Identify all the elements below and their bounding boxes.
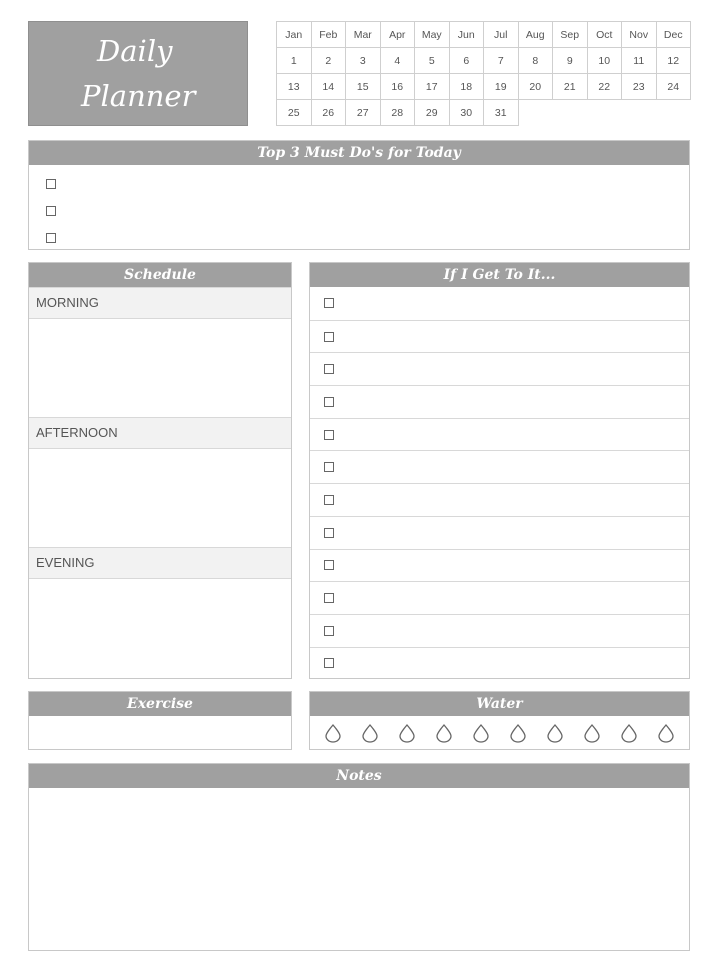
list-item[interactable] (310, 287, 689, 320)
calendar-day-cell[interactable]: 10 (587, 48, 622, 74)
calendar-month-cell[interactable]: Jul (484, 22, 519, 48)
if-i-get-to-it-header: If I Get To It... (310, 263, 689, 287)
water-drop-icon[interactable] (657, 723, 675, 743)
water-drop-icon[interactable] (509, 723, 527, 743)
water-drop-icon[interactable] (620, 723, 638, 743)
list-item[interactable] (310, 418, 689, 451)
schedule-slot-morning: MORNING (29, 287, 291, 319)
top3-list (29, 165, 689, 251)
calendar-day-cell[interactable]: 18 (449, 74, 484, 100)
calendar-month-cell[interactable]: Apr (380, 22, 415, 48)
exercise-panel (28, 691, 292, 750)
calendar-day-cell[interactable]: 15 (346, 74, 381, 100)
water-header: Water (310, 692, 689, 716)
calendar-day-cell[interactable]: 8 (518, 48, 553, 74)
calendar-day-cell[interactable]: 4 (380, 48, 415, 74)
schedule-header: Schedule (29, 263, 291, 287)
top3-panel (28, 140, 690, 250)
calendar-day-cell[interactable]: 30 (449, 100, 484, 126)
calendar-day-cell[interactable]: 28 (380, 100, 415, 126)
calendar-month-cell[interactable]: Aug (518, 22, 553, 48)
calendar-month-cell[interactable]: Sep (553, 22, 588, 48)
calendar-day-cell[interactable]: 25 (277, 100, 312, 126)
calendar-day-cell[interactable]: 29 (415, 100, 450, 126)
calendar-day-cell[interactable]: 21 (553, 74, 588, 100)
calendar-month-cell[interactable]: Dec (656, 22, 691, 48)
calendar-empty-cell (518, 100, 553, 126)
water-drop-icon[interactable] (583, 723, 601, 743)
morning-notes-area[interactable] (29, 319, 291, 417)
water-drop-icon[interactable] (435, 723, 453, 743)
list-item[interactable] (310, 614, 689, 647)
calendar-day-cell[interactable]: 24 (656, 74, 691, 100)
checkbox-icon[interactable] (324, 298, 334, 308)
if-i-get-to-it-list (310, 287, 689, 679)
exercise-input-area[interactable] (29, 716, 291, 749)
checkbox-icon[interactable] (46, 179, 56, 189)
checkbox-icon[interactable] (324, 593, 334, 603)
calendar-day-cell[interactable]: 5 (415, 48, 450, 74)
water-drop-icon[interactable] (546, 723, 564, 743)
top3-item[interactable] (29, 170, 689, 197)
calendar-month-cell[interactable]: Nov (622, 22, 657, 48)
checkbox-icon[interactable] (324, 658, 334, 668)
top3-header: Top 3 Must Do's for Today (29, 141, 689, 165)
list-item[interactable] (310, 581, 689, 614)
calendar-day-cell[interactable]: 20 (518, 74, 553, 100)
calendar-day-cell[interactable]: 26 (311, 100, 346, 126)
calendar-month-cell[interactable]: Jan (277, 22, 312, 48)
if-i-get-to-it-panel (309, 262, 690, 679)
list-item[interactable] (310, 647, 689, 680)
water-drop-icon[interactable] (398, 723, 416, 743)
water-drop-icon[interactable] (472, 723, 490, 743)
calendar-day-cell[interactable]: 12 (656, 48, 691, 74)
checkbox-icon[interactable] (324, 626, 334, 636)
calendar-day-cell[interactable]: 3 (346, 48, 381, 74)
calendar-empty-cell (553, 100, 588, 126)
water-tracker (310, 716, 689, 750)
calendar-empty-cell (622, 100, 657, 126)
list-item[interactable] (310, 549, 689, 582)
calendar-day-cell[interactable]: 19 (484, 74, 519, 100)
calendar-days-row (277, 74, 691, 100)
notes-area[interactable] (29, 788, 689, 951)
list-item[interactable] (310, 450, 689, 483)
checkbox-icon[interactable] (324, 528, 334, 538)
afternoon-notes-area[interactable] (29, 449, 291, 547)
calendar-day-cell[interactable]: 17 (415, 74, 450, 100)
notes-header: Notes (29, 764, 689, 788)
calendar-day-cell[interactable]: 27 (346, 100, 381, 126)
water-drop-icon[interactable] (324, 723, 342, 743)
title-line-planner: Planner (81, 78, 196, 113)
checkbox-icon[interactable] (324, 430, 334, 440)
water-drop-icon[interactable] (361, 723, 379, 743)
calendar-month-cell[interactable]: Feb (311, 22, 346, 48)
calendar-day-cell[interactable]: 6 (449, 48, 484, 74)
calendar-days-row (277, 48, 691, 74)
calendar-day-cell[interactable]: 23 (622, 74, 657, 100)
calendar-day-cell[interactable]: 22 (587, 74, 622, 100)
calendar-day-cell[interactable]: 31 (484, 100, 519, 126)
calendar-day-cell[interactable]: 14 (311, 74, 346, 100)
list-item[interactable] (310, 516, 689, 549)
checkbox-icon[interactable] (324, 397, 334, 407)
list-item[interactable] (310, 483, 689, 516)
checkbox-icon[interactable] (46, 233, 56, 243)
water-panel (309, 691, 690, 750)
planner-title (28, 21, 248, 126)
calendar-empty-cell (587, 100, 622, 126)
checkbox-icon[interactable] (324, 364, 334, 374)
top3-item[interactable] (29, 197, 689, 224)
checkbox-icon[interactable] (46, 206, 56, 216)
calendar-days-row (277, 100, 691, 126)
schedule-panel (28, 262, 292, 679)
calendar-day-cell[interactable]: 2 (311, 48, 346, 74)
schedule-slot-afternoon: AFTERNOON (29, 417, 291, 449)
checkbox-icon[interactable] (324, 462, 334, 472)
calendar-month-cell[interactable]: Oct (587, 22, 622, 48)
list-item[interactable] (310, 385, 689, 418)
schedule-slot-evening: EVENING (29, 547, 291, 579)
checkbox-icon[interactable] (324, 332, 334, 342)
calendar-empty-cell (656, 100, 691, 126)
title-line-daily: Daily (97, 33, 173, 68)
calendar-day-cell[interactable]: 9 (553, 48, 588, 74)
month-day-calendar (276, 21, 691, 126)
notes-panel (28, 763, 690, 951)
calendar-day-cell[interactable]: 13 (277, 74, 312, 100)
calendar-month-cell[interactable]: Mar (346, 22, 381, 48)
calendar-day-cell[interactable]: 16 (380, 74, 415, 100)
list-item[interactable] (310, 320, 689, 353)
checkbox-icon[interactable] (324, 495, 334, 505)
top3-item[interactable] (29, 224, 689, 251)
calendar-month-cell[interactable]: May (415, 22, 450, 48)
calendar-month-cell[interactable]: Jun (449, 22, 484, 48)
calendar-months-row (277, 22, 691, 48)
calendar-day-cell[interactable]: 7 (484, 48, 519, 74)
exercise-header: Exercise (29, 692, 291, 716)
list-item[interactable] (310, 352, 689, 385)
calendar-day-cell[interactable]: 11 (622, 48, 657, 74)
evening-notes-area[interactable] (29, 579, 291, 678)
checkbox-icon[interactable] (324, 560, 334, 570)
calendar-day-cell[interactable]: 1 (277, 48, 312, 74)
